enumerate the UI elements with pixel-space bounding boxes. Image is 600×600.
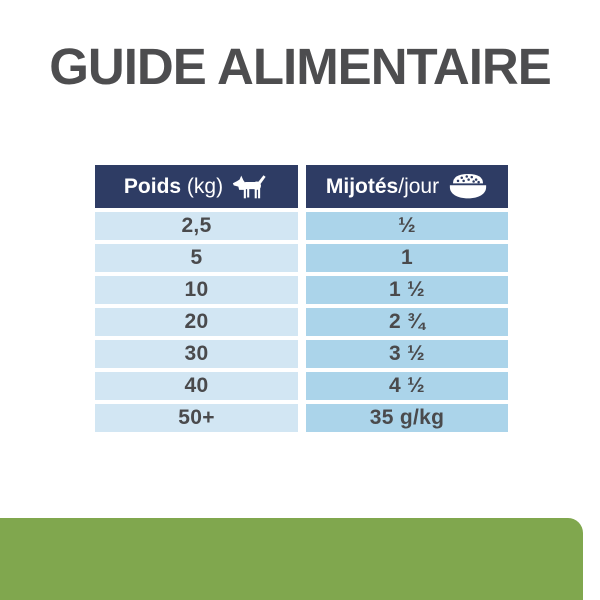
table-row-3-mijotes: 2 ¾ [306, 308, 508, 336]
table-row-4-mijotes: 3 ½ [306, 340, 508, 368]
table-row-5-poids: 40 [95, 372, 298, 400]
column-header-poids-label: Poids (kg) [123, 174, 224, 198]
table-row-5-mijotes: 4 ½ [306, 372, 508, 400]
column-header-poids [95, 165, 298, 208]
feeding-guide-table [95, 165, 508, 432]
table-row-0-mijotes: ½ [306, 212, 508, 240]
page-title: GUIDE ALIMENTAIRE [49, 38, 551, 95]
table-row-6-poids: 50+ [95, 404, 298, 432]
bowl-icon [448, 172, 488, 201]
table-row-3-poids: 20 [95, 308, 298, 336]
table-row-1-mijotes: 1 [306, 244, 508, 272]
table-row-1-poids: 5 [95, 244, 298, 272]
column-header-mijotes [306, 165, 508, 208]
table-row-4-poids: 30 [95, 340, 298, 368]
dog-icon [232, 174, 269, 200]
table-row-2-mijotes: 1 ½ [306, 276, 508, 304]
footer-green-band [0, 518, 583, 600]
column-header-mijotes-label: Mijotés/jour [325, 174, 440, 198]
table-row-0-poids: 2,5 [95, 212, 298, 240]
table-row-6-mijotes: 35 g/kg [306, 404, 508, 432]
table-row-2-poids: 10 [95, 276, 298, 304]
